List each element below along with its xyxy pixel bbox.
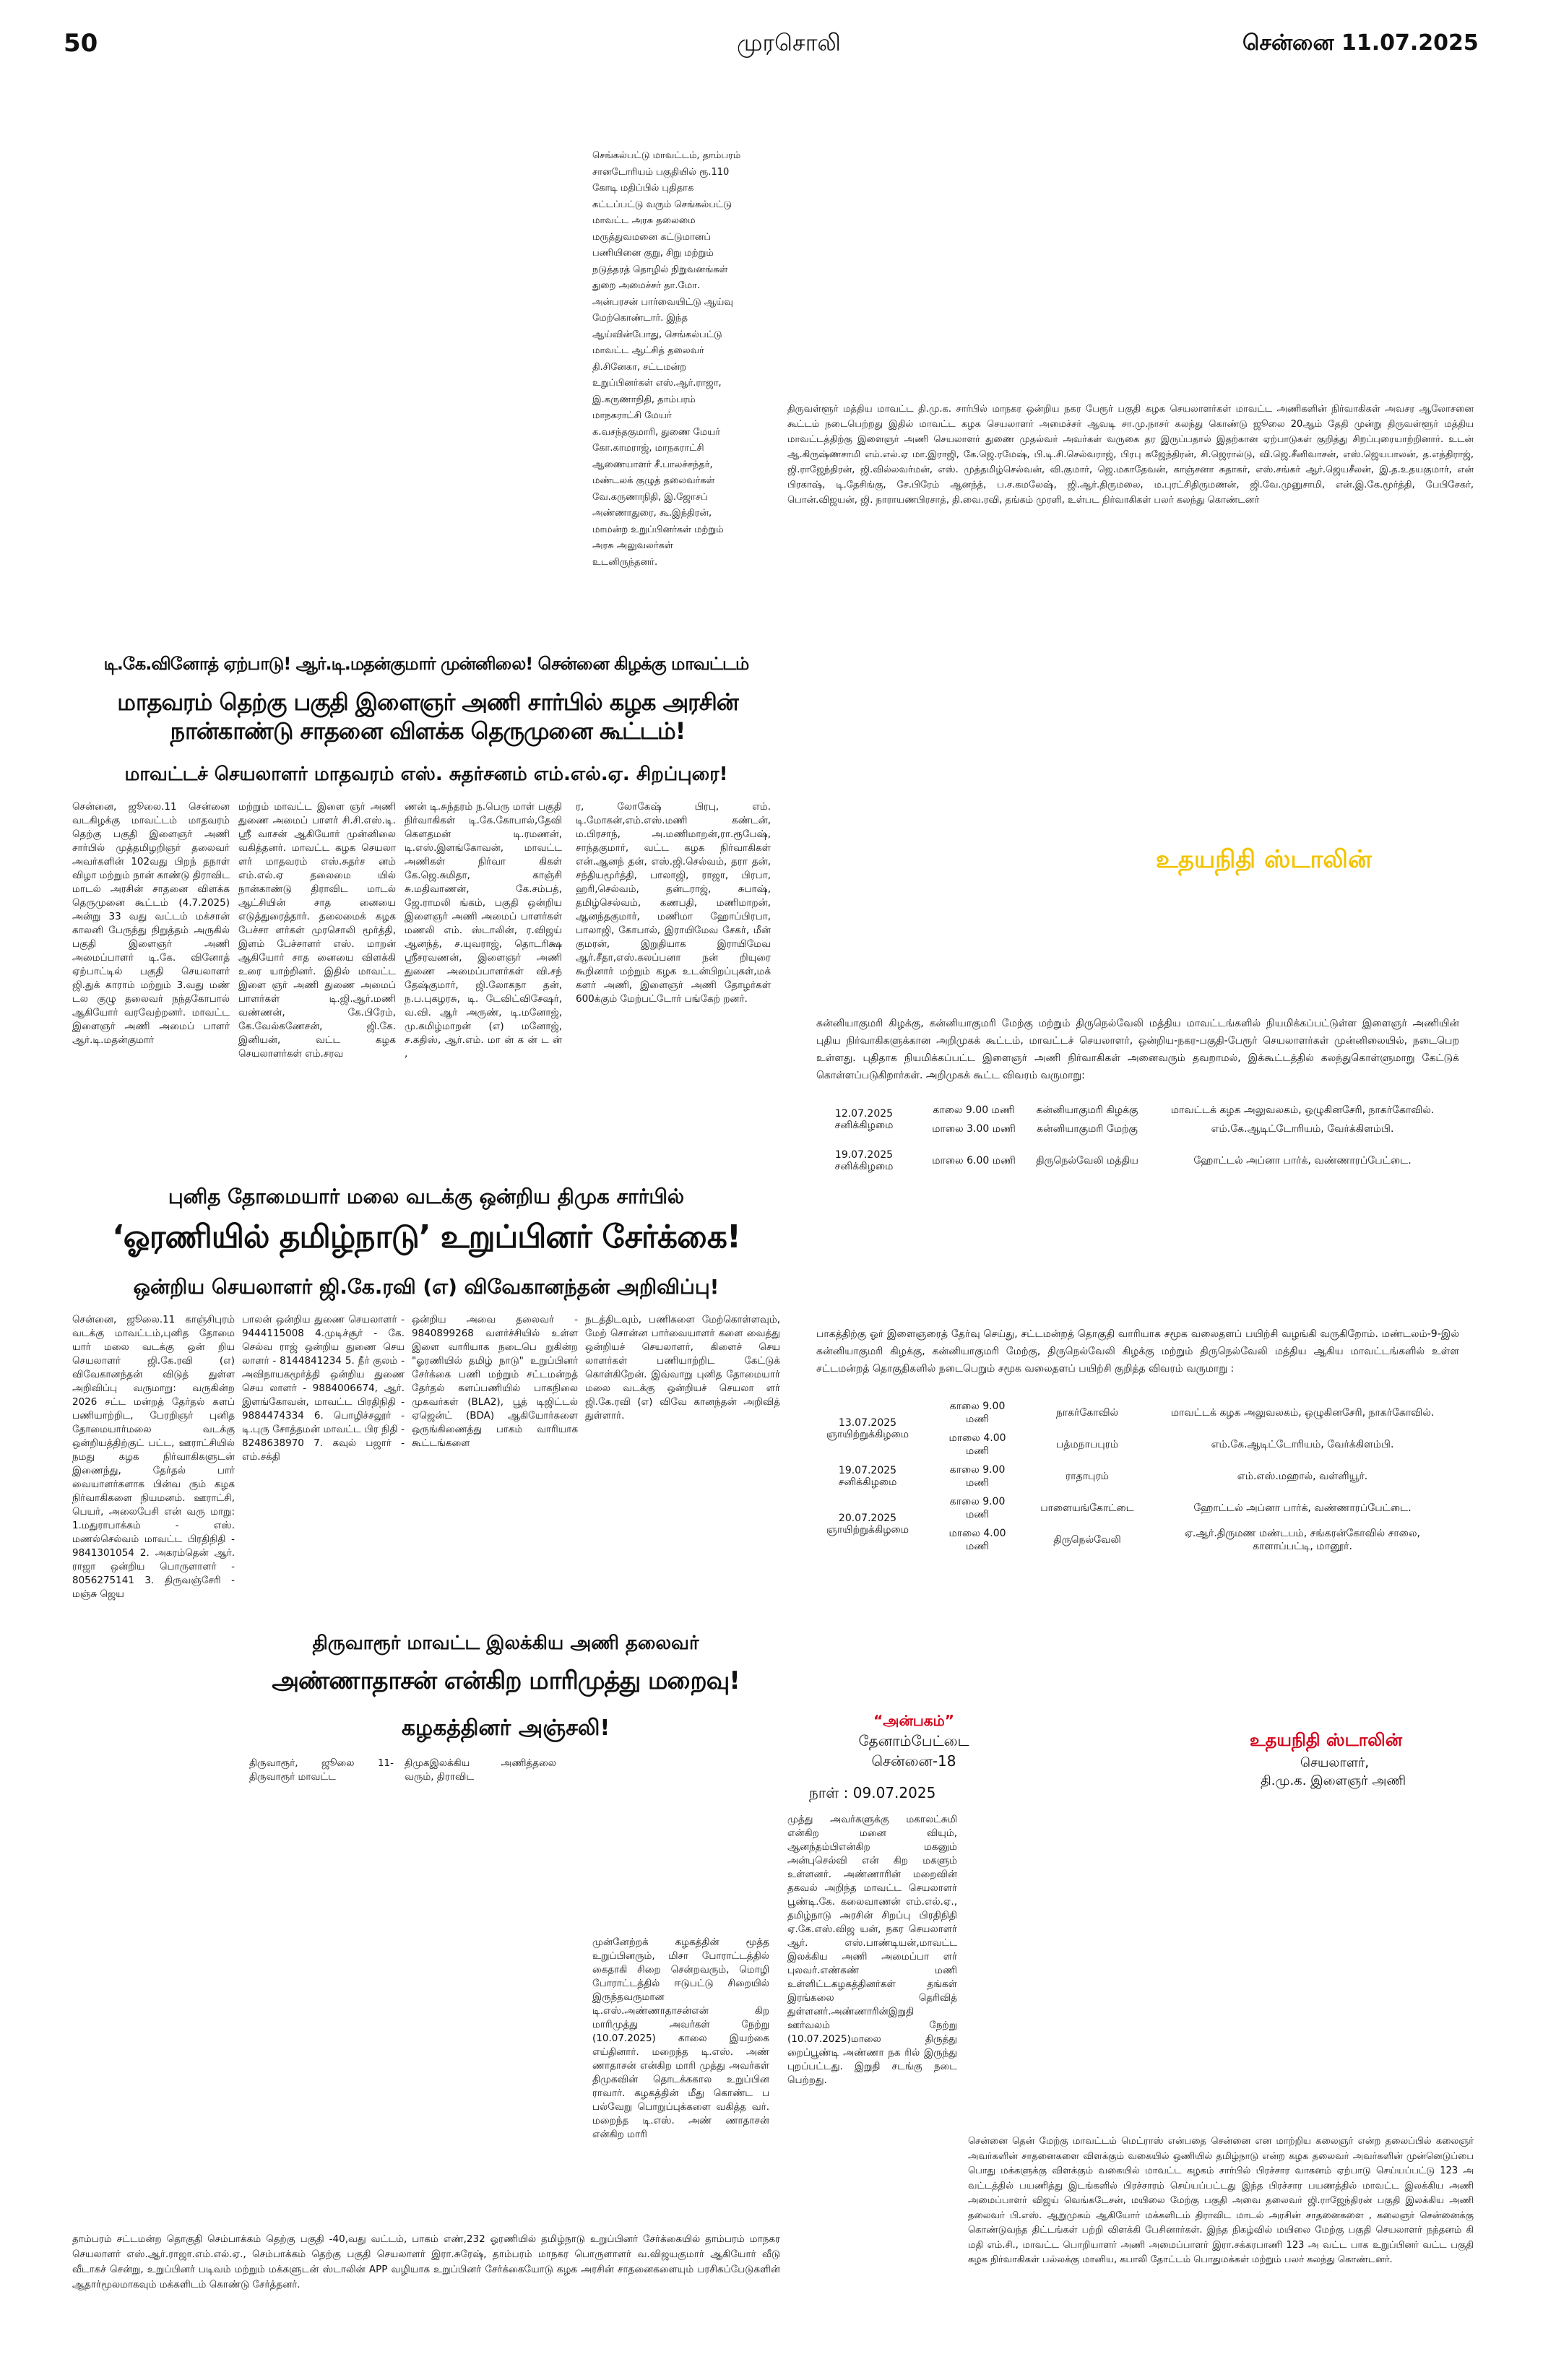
annadasan-col-a: முன்னேற்றக் கழகத்தின் மூத்த உறுப்பினரும், மிசா போராட்டத்தில் கைதாகி சிறை சென்றவரும், மொழி போராட்டத்தில் ஈடுபட்டு சிறையில் இருந்தவருமான டி.எஸ்.அண்ணாதாசன்என் கிற மாரிமுத்து அவர்கள் நேற்று (10.07.2025) காலை இயற்கை எய்தினார். மறைந்த டி.எஸ். அண் ணாதாசன் என்கிற மாரி முத்து அவர்கள் திமுகவின் தொடக்ககால உறுப்பின ராவார். கழகத்தின் மீது கொண்ட ப பல்வேறு பொறுப்புக்களை வகித்த வர். மறைந்த டி.எஸ். அண் ணாதாசன் என்கிற மாரி — [592, 1937, 769, 2140]
madhavaram-col-4: ர, லோகேஷ் பிரபு, எம். டி.மோகன்,எம்.எஸ்.மணி கண்டன், ம.பிரசாந், அ.மணிமாறன்,ரா.ரூபேஷ், சாந்தகுமார், வட்ட கழக நிர்வாகிகள் என்.ஆனந் தன், எஸ்.ஜி.செல்வம், தரா தன், சந்தியமூர்த்தி, பாலாஜி, ராஜா, பிரபா, ஹரி,செல்வம், தன்டராஜ், சுபாஷ், தமிழ்செல்வம், கணபதி, மணிமாறன், ஆனந்தகுமார், மணிமா ஹோப்பிரபா, பாலாஜி, கோபால், இராயிமேவ சேகர், மீன் குமரன், இறுதியாக இராயிமேவ ஆர்.சீதா,எஸ்.கலப்பனா நன் றியுரை கூறினார் மற்றும் கழக உடன்பிறப்புகள்,மக் களர் அணி, இளைஞர் அணி தோழர்கள் 600க்கும் மேற்பட்டோர் பங்கேற் றனர். — [576, 801, 771, 1005]
chengalpattu-line: ஆய்வின்போது, செங்கல்பட்டு — [592, 329, 722, 340]
madhavaram-subhead: மாவட்டச் செயலாளர் மாதவரம் எஸ். சுதர்சனம் எம்.எல்.ஏ. சிறப்புரை! — [124, 763, 728, 785]
ad1-row — [802, 1139, 1452, 1177]
ad2-place: ராதாபுரம் — [1066, 1471, 1109, 1482]
oorani-kicker: புனித தோமையார் மலை வடக்கு ஒன்றிய திமுக சார்பில் — [168, 1185, 685, 1208]
ad2-day: ஞாயிற்றுக்கிழமை — [826, 1524, 909, 1536]
thiruvallur-meeting-photo — [787, 148, 1474, 397]
ad2-day: சனிக்கிழமை — [838, 1476, 897, 1488]
annadasan-subhead: கழகத்தினர் அஞ்சலி! — [401, 1715, 610, 1741]
ad1-time: மாலை 6.00 மணி — [932, 1155, 1016, 1167]
madhavaram-col-2: மற்றும் மாவட்ட இளை ஞர் அணி துணை அமைப் பாளர் சி.சி.எஸ்.டி. ஸ்ரீ வாசன் ஆகியோர் முன்னிலை வகித்தனர். மாவட்ட கழக செயலா ளர் மாதவரம் எஸ்.சுதர்ச னம் எம்.எல்.ஏ தலைமை யில் நான்காண்டு திராவிட மாடல் ஆட்சியின் சாத னையை எடுத்துரைத்தார். தலைமைக் கழக பேச்சா ளர்கள் முரசொலி மூர்த்தி, இளம் பேச்சாளர் எஸ். மாறன் ஆகியோர் சாத னையை விளக்கி உரை யாற்றினர். இதில் மாவட்ட இளை ஞர் அணி துணை அமைப் பாளர்கள் டி.ஜி.ஆர்.மணி வண்ணன், கே.பிரேம், கே.வேல்கணேசன், ஜி.கே. இனியன், வட்ட கழக செயலாளர்கள் எம்.சரவ — [238, 801, 396, 1060]
ad2-address-title: “அன்பகம்” — [873, 1712, 954, 1729]
annadasan-kicker: திருவாரூர் மாவட்ட இலக்கிய அணி தலைவர் — [312, 1632, 699, 1654]
ad-photo-right — [1373, 784, 1474, 1008]
ad1-district: திருநெல்வேலி மத்திய — [1036, 1155, 1138, 1167]
oorani-col-4: நடத்திடவும், பணிகளை மேற்கொள்ளவும், மேற் சொன்ன பார்வையாளர் களை வைத்து ஒன்றியச் செயலாளர், கிளைச் செய லாளர்கள் பணியாற்றிட கேட்டுக் கொள்கிறேன். இவ்வாறு புனித தோமையார் மலை வடக்கு ஒன்றியச் செயலா ளர் ஜி.கே.ரவி (எ) விவே கானந்தன் அறிவித் துள்ளார். — [585, 1314, 780, 1421]
oorani-col-1: சென்னை, ஜூலை.11 காஞ்சிபுரம் வடக்கு மாவட்டம்,புனித தோமை யார் மலை வடக்கு ஒன் றிய செயலாளர் ஜி.கே.ரவி (எ) விவேகானந்தன் விடுத் துள்ள அறிவிப்பு வருமாறு: வருகின்ற 2026 சட்ட மன்றத் தேர்தல் களப் பணியாற்றிட, பேரறிஞர் புனித தோமையார்மலை வடக்கு ஒன்றியத்திற்குட் பட்ட, ஊராட்சியில் நமது கழக நிர்வாகிகளுடன் இணைந்து, தேர்தல் பார் வையாளர்களாக பின்வ ரும் கழக நிர்வாகிகளை நியமனம். ஊராட்சி, பெயர், அலைபேசி என் வரு மாறு: 1.மதுராபாக்கம் - எஸ். மணல்செல்வம் மாவட்ட பிரதிநிதி - 9841301054 2. அகரம்தென் ஆர். ராஜா ஒன்றிய பொருளாளர் - 8056275141 3. திருவஞ்சேரி - மஞ்சு ஜெய — [72, 1314, 235, 1600]
chengalpattu-line: அரசு அலுவலர்கள் — [592, 540, 673, 551]
chengalpattu-line: க.வசந்தகுமாரி, துணை மேயர் — [592, 426, 721, 438]
ad2-row — [802, 1398, 1452, 1429]
madhavaram-kicker: டி.கே.வினோத் ஏற்பாடு! ஆர்.டி.மதன்குமார் முன்னிலை! சென்னை கிழக்கு மாவட்டம் — [103, 654, 749, 674]
chengalpattu-line: தி.சினேகா, சட்டமன்ற — [592, 361, 686, 373]
oorani-col-3: ஒன்றிய அவை தலைவர் - 9840899268 வளர்ச்சியில் உள்ள இளை வாரியாக நடைபெ றுகின்ற "ஓரணியில் தமிழ் நாடு" உறுப்பினர் சேர்க்கை பணி மற்றும் சட்டமன்றத் தேர்தல் களப்பணியில் பாகநிலை முகவர்கள் (BLA2), பூத் டிஜிட்டல் ஏஜென்ட் (BDA) ஆகியோர்களை ஒருங்கிணைத்து பாகம் வாரியாக கூட்டங்களை — [412, 1314, 578, 1449]
annadasan-lead-2: திமுகஇலக்கிய அணித்தலை வரும், திராவிட — [405, 1757, 556, 1783]
chengalpattu-line: மருத்துவமனை கட்டுமானப் — [592, 231, 711, 243]
paper-name: முரசொலி — [737, 29, 841, 56]
chengalpattu-line: நடுத்தரத் தொழில் நிறுவனங்கள் — [592, 264, 728, 275]
chengalpattu-line: பணியினை குறு, சிறு மற்றும் — [592, 248, 714, 259]
ad1-date: 19.07.2025 — [834, 1149, 894, 1161]
ad2-day: ஞாயிற்றுக்கிழமை — [826, 1429, 909, 1440]
ad1-venue: மாவட்டக் கழக அலுவலகம், ஒழுகினசேரி, நாகர்கோவில். — [1170, 1104, 1435, 1116]
chengalpattu-line: அண்ணாதுரை, கூ.இந்திரன், — [592, 508, 712, 519]
chengalpattu-line: மாவட்ட அரசு தலைமை — [592, 215, 696, 226]
annadasan-lead-1: திருவாரூர், ஜூலை 11- திருவாரூர் மாவட்ட — [249, 1757, 394, 1783]
ad2-place: பத்மநாபபுரம் — [1055, 1439, 1119, 1450]
chengalpattu-line: சானடோரியம் பகுதியில் ரூ.110 — [592, 166, 730, 178]
thiruvallur-caption: திருவள்ளூர் மத்திய மாவட்ட தி.மு.க. சார்பில் மாநகர ஒன்றிய நகர பேரூர் பகுதி கழக செயலாளர்கள் மாவட்ட அணிகளின் நிர்வாகிகள் அவசர ஆலோசனை கூட்டம் நடைபெற்றது இதில் மாவட்ட கழக செயலாளர் அமைச்சர் ஆவடி சா.மு.நாசர் கலந்து கொண்டு ஜூலை 20ஆம் தேதி முன்று திருவள்ளூர் மத்திய மாவட்டத்திற்கு இளைஞர் அணி செயலாளர் துணை முதல்வர் அவர்கள் வருகை தர இருப்பதால் இதற்கான ஏற்பாடுகள் குறித்து சிறப்புரையாற்றினார். உடன் ஆ.கிருஷ்ணசாமி எம்.எல்.ஏ மா.இராஜி, கே.ஜெ.ரமேஷ், பி.டி.சி.செல்வராஜ், பிரபு கஜேந்திரன், சி.ஜெரால்டு, வி.ஜெ.சீனிவாசன், எஸ்.ஜெயபாலன், த.எத்திராஜ், ஜி.ராஜேந்திரன், ஜி.வில்லவர்மன், எஸ். முத்தமிழ்செல்வன், வி.குமார், ஜெ.மகாதேவன், காஞ்சனா சுதாகர், எஸ்.சங்கர் ஆர்.ஜெயசீலன், இ.த.உதயகுமார், என் பிரகாஷ், டி.தேசிங்கு, சே.பிரேம் ஆனந்த், ப.ச.கமலேஷ், ஜி.ஆர்.திருமலை, ம.புரட்சிதிருமணன், ஜி.வே.முனுசாமி, என்.இ.கே.மூர்த்தி, பேபிசேகர், பொன்.விஜயன், ஜி. நாராயணபிரசாத், தி.வை.ரவி, தங்கம் முரளி, உள்பட நிர்வாகிகள் பலர் கலந்து கொண்டனர் — [787, 404, 1474, 506]
chengalpattu-line: மேற்கொண்டார். இந்த — [592, 313, 688, 324]
ad2-intro: பாகத்திற்கு ஓர் இளைஞரைத் தேர்வு செய்து, சட்டமன்றத் தொகுதி வாரியாக சமூக வலைதளப் பயிற்சி வழங்கி வருகிறோம். மண்டலம்-9-இல் கன்னியாகுமரி கிழக்கு, கன்னியாகுமரி மேற்கு, திருநெல்வேலி கிழக்கு மற்றும் திருநெல்வேலி மத்திய ஆகிய மாவட்டங்களில் உள்ள சட்டமன்றத் தொகுதிகளில் நடைபெறும் சமூக வலைதளப் பயிற்சி குறித்த விவரம் வருமாறு : — [816, 1328, 1459, 1375]
chengalpattu-line: இ.கருணாநிதி, தாம்பரம் — [592, 394, 696, 405]
chengalpattu-line: கோ.காமராஜ், மாநகராட்சி — [592, 443, 704, 454]
chengalpattu-line: துறை அமைச்சர் தா.மோ. — [592, 280, 701, 291]
chengalpattu-line: உறுப்பினர்கள் எஸ்.ஆர்.ராஜா, — [592, 378, 722, 389]
ad-photo-left — [787, 784, 1084, 1008]
ad2-signature-org: தி.மு.க. இளைஞர் அணி — [1261, 1773, 1406, 1788]
oorani-subhead: ஒன்றிய செயலாளர் ஜி.கே.ரவி (எ) விவேகானந்தன் அறிவிப்பு! — [133, 1275, 719, 1299]
ad1-district: கன்னியாகுமரி மேற்கு — [1037, 1123, 1138, 1135]
ad-title: உதயநிதி ஸ்டாலின் — [1156, 845, 1372, 874]
campaign-caption: சென்னை தென் மேற்கு மாவட்டம் மெட்ராஸ் என்பதை சென்னை என மாற்றிய கலைஞர் என்ற தலைப்பில் கலைஞர் அவர்களின் சாதனைகளை விளக்கும் வகையில் ஒணியில் தமிழ்நாடு என்ற கழக தலைவர் அவர்களின் முன்னெடுப்பை பொது மக்களுக்கு விளக்கும் வகையில் மாவட்ட கழகம் சார்பில் பிரச்சார வாகனம் ஏற்பாடு செய்யப்பட்டு 123 அ வட்டத்தில் பயணித்து இடங்களில் பிரச்சாரம் செய்யப்பட்டது இந்த பிரச்சார பயணத்தில் மாவட்ட இலக்கிய அணி அமைப்பாளர் விஜய் வெங்கடேசன், மயிலை மேற்கு பகுதி அவை தலைவர் ஜி.ராஜேந்திரன் பகுதி இலக்கிய அணி தலைவர் பி.எஸ். ஆறுமுகம் ஆகியோர் மக்களிடம் திராவிட மாடல் அரசின் சாதனைகளை , கலைஞர் சென்னைக்கு கொண்டுவந்த திட்டங்கள் பற்றி விளக்கி பேசினார்கள். இந்த நிகழ்வில் மயிலை மேற்கு பகுதி செயலாளர் நந்தனம் கி மதி எம்.சி., மாவட்ட பொறியாளர் அணி அமைப்பாளர் இரா.சக்கரபாணி 123 அ வட்ட பாக உறுப்பினர் வட்ட பகுதி கழக நிர்வாகிகள் பல்லக்கு மானிய, கபாலி தோட்டம் பொதுமக்கள் மற்றும் பலர் கலந்து கொண்டனர். — [968, 2136, 1474, 2265]
chengalpattu-line: உடனிருந்தனர். — [592, 556, 658, 568]
madhavaram-col-1: சென்னை, ஜூலை.11 சென்னை வடகிழக்கு மாவட்டம் மாதவரம் தெற்கு பகுதி இளைஞர் அணி சார்பில் முத்தமிழறிஞர் தலைவர் அவர்களின் 102வது பிறந் தநாள் விழா மற்றும் நான் காண்டு திராவிட மாடல் அரசின் சாதனை விளக்க தெருமுனை கூட்டம் (4.7.2025) அன்று 33 வது வட்டம் மக்சான் காலனி பேருந்து நிறுத்தம் அருகில் பகுதி இளைஞர் அணி அமைப்பாளர் டி.கே. வினோத் ஏற்பாட்டில் பகுதி செயலாளர் ஜி.துக் காராம் மற்றும் 3.வது மண் டல குழு தலைவர் நந்தகோபால் ஆகியோர் வரவேற்றனர். மாவட்ட இளைஞர் அணி அமைப் பாளர் ஆர்.டி.மதன்குமார் — [72, 801, 230, 1046]
oorani-col-2: பாலன் ஒன்றிய துணை செயலாளர் - 9444115008 4.முடிச்சூர் - கே. செல்வ ராஜ் ஒன்றிய துணை செய லாளர் - 8144841234 5. நீர் குலம் - அவிநாயகமூர்த்தி ஒன்றிய துணை செய லாளர் - 9884006674, ஆர். இளங்கோவன், மாவட்ட பிரதிநிதி - 9884474334 6. பொழிச்சலூர் - டி.புரு சோத்தமன் மாவட்ட பிர நிதி - 8248638970 7. கவுல் பஜார் - எம்.சக்தி — [242, 1314, 405, 1463]
ad2-time: காலை 9.00 மணி — [949, 1464, 1006, 1489]
tambaram-caption: தாம்பரம் சட்டமன்ற தொகுதி செம்பாக்கம் தெற்கு பகுதி -40,வது வட்டம், பாகம் எண்,232 ஓரணியில் தமிழ்நாடு உறுப்பினர் சேர்க்கையில் தாம்பரம் மாநகர செயலாளர் எஸ்.ஆர்.ராஜா.எம்.எல்.ஏ., செம்பாக்கம் தெற்கு பகுதி செயலாளர் இரா.சுரேஷ், தாம்பரம் மாநகர பொருளாளர் வ.விஜயகுமார் ஆகியோர் வீடு வீடாகச் சென்று, உறுப்பினர் படிவம் மற்றும் மக்களுடன் ஸ்டாலின் APP வழியாக உறுப்பினர் சேர்க்கையோடு கழக அரசின் சாதனைகளையும் பரசிகப்பேடுகளின் ஆதார்மூலமாகவும் மக்களிடம் கொண்டு சேர்த்தனர். — [72, 2233, 780, 2290]
ad1-time: காலை 9.00 மணி — [933, 1104, 1015, 1116]
ad2-date: 13.07.2025 — [838, 1417, 897, 1429]
chengalpattu-line: மாமன்ற உறுப்பினர்கள் மற்றும் — [592, 524, 724, 535]
ad2-venue: எம்.கே.ஆடிட்டோரியம், வேர்க்கிளம்பி. — [1211, 1439, 1394, 1450]
oorani-headline: ‘ஓரணியில் தமிழ்நாடு’ உறுப்பினர் சேர்க்கை! — [112, 1219, 740, 1255]
ad2-place: நாகர்கோவில் — [1055, 1407, 1119, 1419]
ad2-date: நாள் : 09.07.2025 — [809, 1784, 936, 1801]
ad1-venue: ஹோட்டல் அப்னா பார்க், வண்ணாரப்பேட்டை. — [1193, 1155, 1412, 1167]
ad1-district: கன்னியாகுமரி கிழக்கு — [1036, 1104, 1138, 1116]
ad1-date: 12.07.2025 — [834, 1108, 894, 1120]
chengalpattu-line: அன்பரசன் பார்வையிட்டு ஆய்வு — [592, 296, 733, 308]
hospital-inspection-photo — [72, 148, 585, 672]
ad1-schedule-table — [802, 1102, 1452, 1177]
dateline: சென்னை 11.07.2025 — [1242, 30, 1479, 56]
campaign-vehicle-photo — [968, 1813, 1474, 2131]
annadasan-col-b: முத்து அவர்களுக்கு மகாலட்சுமி என்கிற மனை வியும், ஆனந்தம்பிஎன்கிற மகனும் அன்புசெல்வி என் கிற மகளும் உள்ளனர். அண்ணாரின் மறைவின் தகவல் அறிந்த மாவட்ட செயலாளர் பூண்டி.கே. கலைவாணன் எம்.எல்.ஏ., தமிழ்நாடு அரசின் சிறப்பு பிரதிநிதி ஏ.கே.எஸ்.விஜ யன், நகர செயலாளர் ஆர். எஸ்.பாண்டியன்,மாவட்ட இலக்கிய அணி அமைப்பா ளர் புலவர்.எண்கண் மணி உள்ளிட்டகழகத்தினர்கள் தங்கள் இரங்கலை தெரிவித் துள்ளனர்.அண்ணாரின்இறுதி ஊர்வலம் நேற்று (10.07.2025)மாலை திருத்து றைப்பூண்டி அண்ணா நக ரில் இருந்து புறப்பட்டது. இறுதி சடங்கு நடை பெற்றது. — [787, 1814, 957, 2086]
annadasan-headline: அண்ணாதாசன் என்கிற மாரிமுத்து மறைவு! — [272, 1666, 740, 1695]
ad1-time: மாலை 3.00 மணி — [932, 1123, 1016, 1135]
ad1-row — [802, 1102, 1452, 1120]
ad2-signature-name: உதயநிதி ஸ்டாலின் — [1250, 1730, 1403, 1750]
chengalpattu-line: கட்டப்பட்டு வரும் செங்கல்பட்டு — [592, 199, 732, 210]
ad2-venue: மாவட்டக் கழக அலுவலகம், ஒழுகினசேரி, நாகர்கோவில். — [1170, 1407, 1435, 1419]
ad1-intro: கன்னியாகுமரி கிழக்கு, கன்னியாகுமரி மேற்கு மற்றும் திருநெல்வேலி மத்திய மாவட்டங்களில் நியமிக்கப்பட்டுள்ள இளைஞர் அணியின் புதிய நிர்வாகிகளுக்கான அறிமுகக் கூட்டம், மாவட்டச் செயலாளர், ஒன்றிய-நகர-பகுதி-பேரூர் செயலாளர்கள் முன்னிலையில், நடைபெற உள்ளது. புதிதாக நியமிக்கப்பட்ட இளைஞர் அணி நிர்வாகிகள் அனைவரும் தவறாமல், இக்கூட்டத்தில் கலந்துகொள்ளுமாறு கேட்டுக் கொள்ளப்படுகிறார்கள். அறிமுகக் கூட்ட விவரம் வருமாறு: — [816, 1018, 1459, 1081]
chengalpattu-story — [592, 148, 779, 571]
ad2-venue: எம்.எஸ்.மஹால், வள்ளியூர். — [1237, 1471, 1368, 1482]
page-number: 50 — [64, 29, 98, 58]
tambaram-photo — [72, 2059, 578, 2232]
ad2-time: மாலை 4.00 மணி — [948, 1528, 1006, 1552]
ad2-date: 20.07.2025 — [838, 1513, 897, 1524]
ad2-row — [802, 1493, 1452, 1525]
ad2-schedule-table — [802, 1398, 1452, 1557]
ad1-venue: எம்.கே.ஆடிட்டோரியம், வேர்க்கிளம்பி. — [1211, 1123, 1394, 1135]
chengalpattu-line: ஆணையாளர் சீ.பாலச்சந்தர், — [592, 459, 713, 470]
chengalpattu-line: கோடி மதிப்பில் புதிதாக — [592, 183, 694, 194]
chengalpattu-line: மாவட்ட ஆட்சித் தலைவர் — [592, 345, 704, 356]
ad2-address-1: தேனாம்பேட்டை — [858, 1732, 969, 1749]
ad1-day: சனிக்கிழமை — [834, 1120, 894, 1131]
chengalpattu-line: மாநகராட்சி மேயர் — [592, 410, 672, 421]
ad2-venue: ஹோட்டல் அப்னா பார்க், வண்ணாரப்பேட்டை. — [1193, 1502, 1412, 1514]
ad2-place: திருநெல்வேலி — [1053, 1534, 1121, 1546]
chengalpattu-line: மண்டலக் குழுத் தலைவர்கள் — [592, 475, 715, 486]
ad2-date: 19.07.2025 — [838, 1465, 897, 1476]
ad2-signature-role: செயலாளர், — [1300, 1755, 1370, 1770]
madhavaram-headline: மாதவரம் தெற்கு பகுதி இளைஞர் அணி சார்பில் கழக அரசின் நான்காண்டு சாதனை விளக்க தெருமுனை கூட்டம்! — [117, 688, 738, 745]
madhavaram-col-3: ணன் டி.சுந்தரம் ந.பெரு மாள் பகுதி நிர்வாகிகள் டி.கே.கோபால்,தேவி கௌதமன் டி.ரமணன், டி.எஸ்.இளங்கோவன், மாவட்ட அணிகள் நிர்வா கிகள் கே.ஜெ.சுமிதா, காஞ்சி சு.மதிவாணன், கே.சம்பத், ஜே.ராமலி ங்கம், பகுதி ஒன்றிய இளைஞர் அணி அமைப் பாளர்கள் மணலி எம். ஸ்டாலின், ர.விஜய் ஆனந்த், ச.யுவராஜ், தொடரிக்ஷ ஸ்ரீசரவணன், இளைஞர் அணி துணை அமைப்பாளர்கள் வி.சந் தேஷ்குமார், ஜி.லோகநா தன், ந.ப.புகழரசு, டி. டேவிட்விசேஷர், வ.வி. ஆர் அருண், டி.மனோஜ், மு.கமிழ்மாறன் (எ) மனோஜ், ச.கதிஸ், ஆர்.எம். மா ன் க ன் ட ன் , — [405, 801, 562, 1060]
ad1-day: சனிக்கிழமை — [834, 1161, 894, 1172]
ad2-address-2: சென்னை-18 — [871, 1752, 956, 1770]
ad2-row — [802, 1461, 1452, 1493]
chengalpattu-line: செங்கல்பட்டு மாவட்டம், தாம்பரம் — [592, 150, 741, 161]
ad2-time: காலை 9.00 மணி — [949, 1401, 1006, 1425]
ad2-time: மாலை 4.00 மணி — [948, 1432, 1006, 1457]
ad2-venue: ஏ.ஆர்.திருமண மண்டபம், சங்கரன்கோவில் சாலை, காளாப்பட்டி, மானூர். — [1185, 1528, 1420, 1552]
chengalpattu-line: வே.கருணாநிதி, இ.ஜோசப் — [592, 491, 708, 503]
ad2-time: காலை 9.00 மணி — [949, 1496, 1006, 1520]
ad2-place: பாளையங்கோட்டை — [1040, 1502, 1134, 1514]
